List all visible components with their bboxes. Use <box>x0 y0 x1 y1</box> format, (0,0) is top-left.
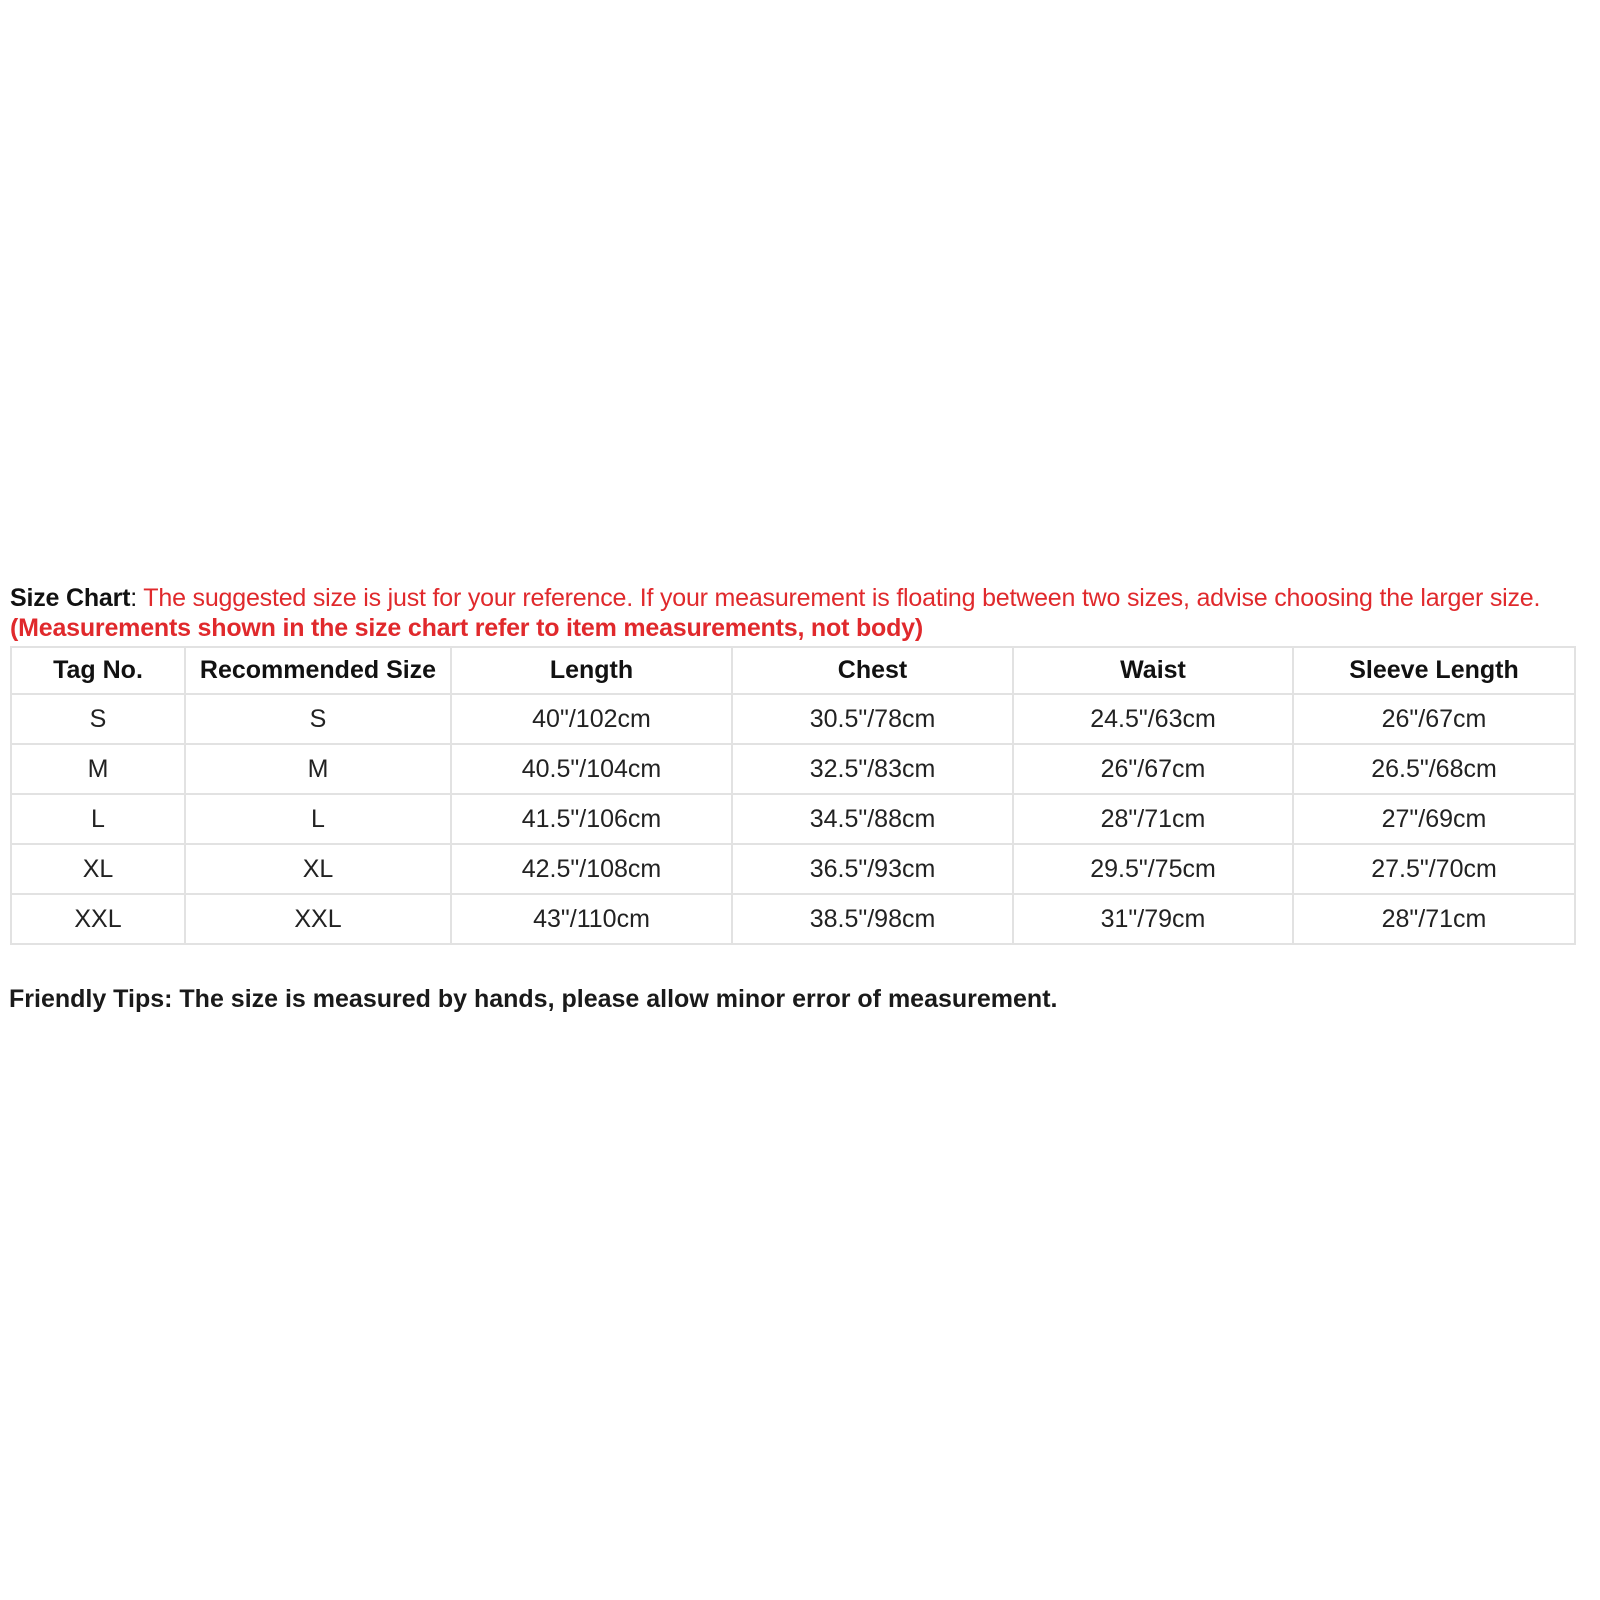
size-chart-separator: : <box>130 584 138 612</box>
cell-recommended-size: XXL <box>185 894 451 944</box>
cell-chest: 30.5"/78cm <box>732 694 1013 744</box>
cell-waist: 28"/71cm <box>1013 794 1293 844</box>
cell-waist: 26"/67cm <box>1013 744 1293 794</box>
size-advice-note: The suggested size is just for your reference. If your measurement is floating between two sizes, advise choosing the larger size. <box>137 584 1541 612</box>
header-chest: Chest <box>732 647 1013 694</box>
cell-recommended-size: S <box>185 694 451 744</box>
measurement-disclaimer: (Measurements shown in the size chart refer to item measurements, not body) <box>10 614 923 642</box>
cell-length: 40.5"/104cm <box>451 744 732 794</box>
cell-recommended-size: M <box>185 744 451 794</box>
header-recommended-size: Recommended Size <box>185 647 451 694</box>
cell-length: 41.5"/106cm <box>451 794 732 844</box>
table-row <box>11 794 1575 844</box>
header-tag-no: Tag No. <box>11 647 185 694</box>
friendly-tips: Friendly Tips: The size is measured by hands, please allow minor error of measurement. <box>9 985 1058 1013</box>
cell-waist: 31"/79cm <box>1013 894 1293 944</box>
cell-length: 40"/102cm <box>451 694 732 744</box>
cell-sleeve-length: 27.5"/70cm <box>1293 844 1575 894</box>
table-row <box>11 844 1575 894</box>
table-row <box>11 744 1575 794</box>
cell-chest: 36.5"/93cm <box>732 844 1013 894</box>
cell-length: 43"/110cm <box>451 894 732 944</box>
cell-recommended-size: XL <box>185 844 451 894</box>
cell-recommended-size: L <box>185 794 451 844</box>
header-length: Length <box>451 647 732 694</box>
cell-chest: 32.5"/83cm <box>732 744 1013 794</box>
cell-waist: 29.5"/75cm <box>1013 844 1293 894</box>
cell-tag-no: XXL <box>11 894 185 944</box>
cell-sleeve-length: 26"/67cm <box>1293 694 1575 744</box>
cell-sleeve-length: 26.5"/68cm <box>1293 744 1575 794</box>
cell-tag-no: M <box>11 744 185 794</box>
table-row <box>11 894 1575 944</box>
size-chart-label: Size Chart <box>10 584 131 612</box>
cell-tag-no: XL <box>11 844 185 894</box>
table-row <box>11 694 1575 744</box>
header-sleeve-length: Sleeve Length <box>1293 647 1575 694</box>
cell-tag-no: S <box>11 694 185 744</box>
size-chart-intro <box>10 583 1595 643</box>
cell-sleeve-length: 27"/69cm <box>1293 794 1575 844</box>
cell-sleeve-length: 28"/71cm <box>1293 894 1575 944</box>
cell-length: 42.5"/108cm <box>451 844 732 894</box>
size-table <box>10 646 1576 945</box>
cell-chest: 38.5"/98cm <box>732 894 1013 944</box>
cell-waist: 24.5"/63cm <box>1013 694 1293 744</box>
cell-chest: 34.5"/88cm <box>732 794 1013 844</box>
table-header-row <box>11 647 1575 694</box>
header-waist: Waist <box>1013 647 1293 694</box>
cell-tag-no: L <box>11 794 185 844</box>
